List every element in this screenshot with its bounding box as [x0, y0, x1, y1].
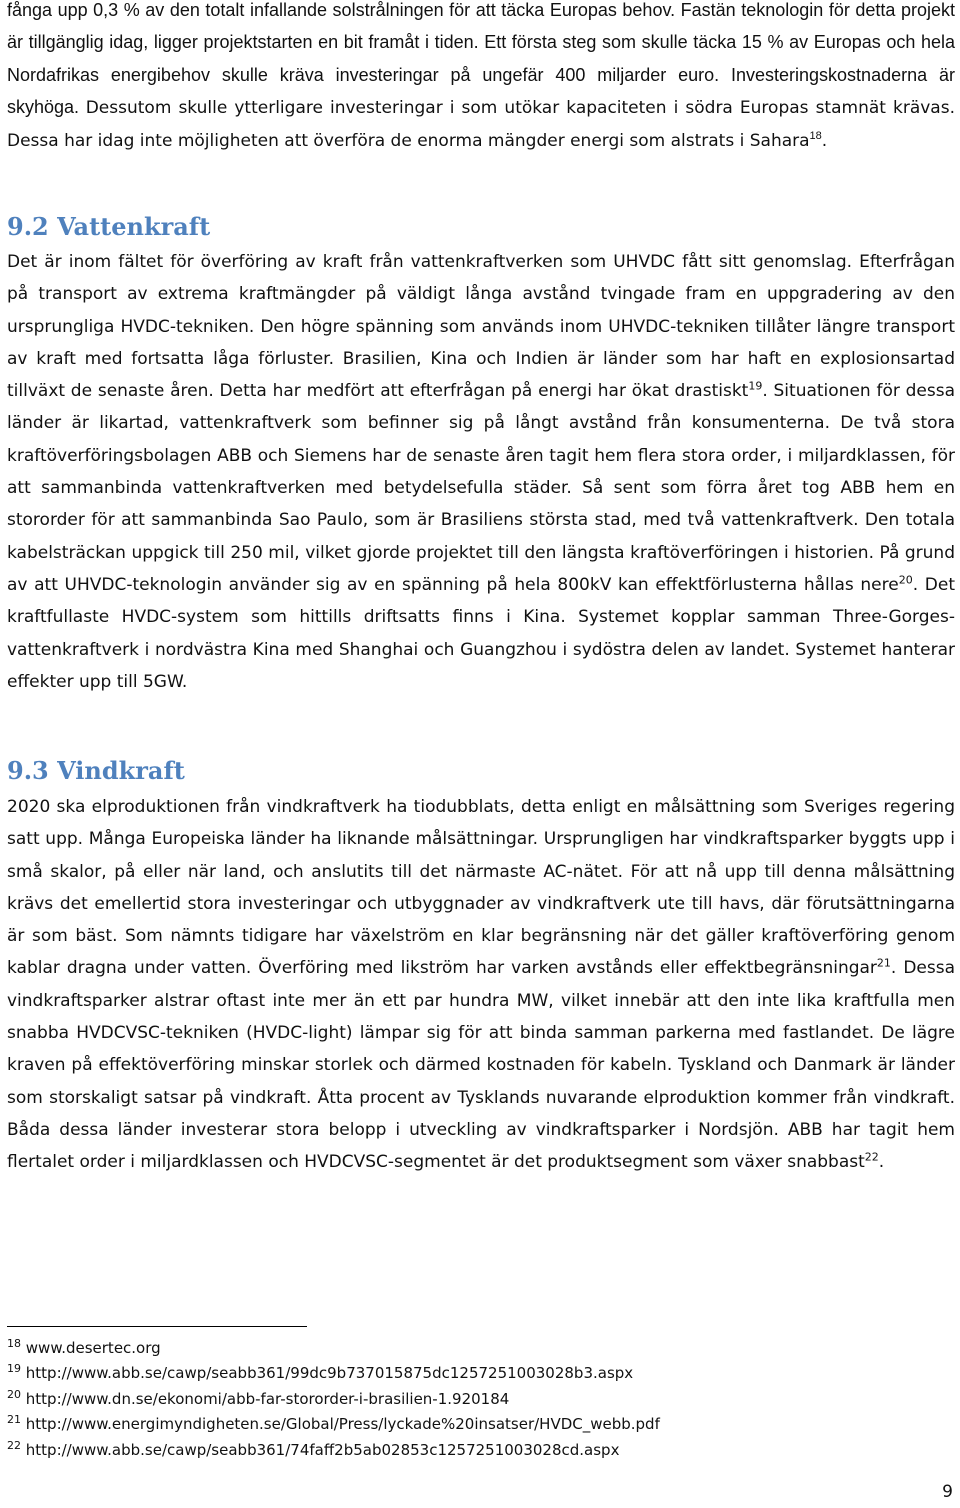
footnote-18: [7, 1336, 947, 1361]
vattenkraft-text-part-2: . Situationen för dessa länder är likartad, vattenkraftverk som befinner sig på långt avstånd från konsumenterna. De två stora kraftöverföringsbolagen ABB och Siemens har de senaste åren tagit hem flera stora order, i miljardklassen, för att sammanbinda vattenkraftverken med betydelsefulla städer. Så sent som förra året tog ABB hem en stororder för att sammanbinda Sao Paulo, som är Brasiliens största stad, med två vattenkraftverk. Den totala kabelsträckan uppgick till 250 mil, vilket gjorde projektet till den längsta kraftöverföringen i historien. På grund av att UHVDC-teknologin använder sig av en spänning på hela 800kV kan effektförlusterna hållas nere: [7, 381, 955, 595]
footnote-link[interactable]: http://www.abb.se/cawp/seabb361/74faff2b5ab02853c1257251003028cd.aspx: [25, 1440, 620, 1459]
footnotes: [7, 1336, 947, 1463]
footnote-link[interactable]: http://www.dn.se/ekonomi/abb-far-stororder-i-brasilien-1.920184: [25, 1389, 510, 1408]
footnote-19: [7, 1361, 947, 1386]
vattenkraft-text-part-1: Det är inom fältet för överföring av kraft från vattenkraftverken som UHVDC fått sitt genomslag. Efterfrågan på transport av extrema kraftmängder på väldigt långa avstånd tvingade fram en uppgradering av den ursprungliga HVDC-tekniken. Den högre spänning som används inom UHVDC-tekniken tillåter längre transport av kraft med fortsatta låga förluster. Brasilien, Kina och Indien är länder som har haft en explosionsartad tillväxt de senaste åren. Detta har medfört att efterfrågan på energi har ökat drastiskt: [7, 252, 955, 402]
footnote-22: [7, 1438, 947, 1463]
intro-text-part-2: Dessutom skulle ytterligare investeringar i som utökar kapaciteten i södra Europas stamnät krävas. Dessa har idag inte möjligheten att överföra de enorma mängder energi som alstrats i Sahara: [7, 97, 955, 152]
footnote-ref-19[interactable]: 19: [748, 379, 763, 393]
footnote-ref-21[interactable]: 21: [876, 956, 891, 970]
intro-text-part-1: fånga upp 0,3 % av den totalt infallande solstrålningen för att täcka Europas behov. Fastän teknologin för detta projekt är tillgänglig idag, ligger projektstarten en bit framåt i tiden. Ett första steg som skulle täcka 15 % av Europas och hela Nordafrikas energibehov skulle kräva investeringar på ungefär 400 miljarder euro. Investeringskostnaderna är skyhöga.: [7, 0, 955, 117]
vattenkraft-paragraph: [7, 246, 955, 698]
footnote-ref-22[interactable]: 22: [864, 1150, 879, 1164]
footnote-number: 21: [7, 1413, 21, 1427]
footnote-number: 22: [7, 1438, 21, 1452]
section-heading-vattenkraft: 9.2 Vattenkraft: [7, 212, 211, 241]
intro-paragraph: [7, 0, 955, 157]
intro-text-part-3: .: [821, 131, 828, 152]
footnote-link[interactable]: http://www.energimyndigheten.se/Global/Press/lyckade%20insatser/HVDC_webb.pdf: [25, 1415, 660, 1434]
footnote-separator: [7, 1326, 307, 1327]
vindkraft-paragraph: [7, 791, 955, 1179]
footnote-21: [7, 1412, 947, 1437]
vindkraft-text-part-2: . Dessa vindkraftsparker alstrar oftast inte mer än ett par hundra MW, vilket innebär att den inte lika kraftfulla men snabba HVDCVSC-tekniken (HVDC-light) lämpar sig för att binda samman parkerna med fastlandet. De lägre kraven på effektöverföring minskar storlek och därmed kostnaden för kabeln. Tyskland och Danmark är länder som storskaligt satsar på vindkraft. Åtta procent av Tysklands nuvarande elproduktion kommer från vindkraft. Båda dessa länder investerar stora belopp i utveckling av vindkraftsparker i Nordsjön. ABB har tagit hem flertalet order i miljardklassen och HVDCVSC-segmentet är det produktsegment som växer snabbast: [7, 958, 955, 1173]
footnote-link[interactable]: http://www.abb.se/cawp/seabb361/99dc9b737015875dc1257251003028b3.aspx: [25, 1364, 634, 1383]
footnote-number: 20: [7, 1387, 21, 1401]
footnote-number: 18: [7, 1337, 21, 1350]
footnote-ref-20[interactable]: 20: [898, 573, 913, 587]
vindkraft-text-part-1: 2020 ska elproduktionen från vindkraftverk ha tiodubblats, detta enligt en målsättning som Sveriges regering satt upp. Många Europeiska länder ha liknande målsättningar. Ursprungligen har vindkraftsparker byggts upp i små skalor, på eller när land, och anslutits till det närmaste AC-nätet. För att nå upp till denna målsättning krävs det emellertid stora investeringar och utbyggnader av vindkraftverk ute till havs, där förutsättningarna är som bäst. Som nämnts tidigare har växelström en klar begränsning när det gäller kraftöverföring genom kablar dragna under vatten. Överföring med likström har varken avstånds eller effektbegränsningar: [7, 797, 955, 979]
footnote-link[interactable]: www.desertec.org: [25, 1339, 161, 1357]
footnote-number: 19: [7, 1362, 21, 1376]
vattenkraft-text-part-3: . Det kraftfullaste HVDC-system som hittills driftsatts finns i Kina. Systemet kopplar samman Three-Gorges-vattenkraftverk i nordvästra Kina med Shanghai och Guangzhou i sydöstra delen av landet. Systemet hanterar effekter upp till 5GW.: [7, 574, 955, 692]
footnote-ref-18[interactable]: 18: [809, 130, 822, 143]
section-heading-vindkraft: 9.3 Vindkraft: [7, 756, 185, 785]
page-number: 9: [942, 1482, 953, 1502]
vindkraft-text-part-3: .: [878, 1152, 885, 1173]
footnote-20: [7, 1387, 947, 1412]
